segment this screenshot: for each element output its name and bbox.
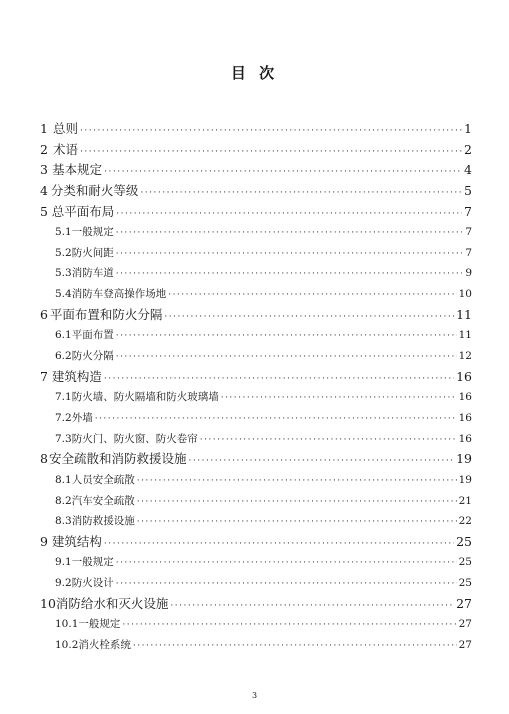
toc-entry-number: 2 bbox=[40, 141, 48, 157]
toc-entry-page: 25 bbox=[456, 533, 472, 549]
toc-entry-title: 防火墙、防火隔墙和防火玻璃墙 bbox=[71, 391, 219, 404]
toc-entry-number: 5.2 bbox=[55, 246, 72, 259]
toc-entry-number: 5.1 bbox=[55, 226, 72, 239]
toc-entry-page: 11 bbox=[456, 306, 472, 322]
toc-entry-number: 1 bbox=[40, 121, 48, 136]
toc-entry-number: 6.2 bbox=[55, 350, 72, 363]
toc-entry-page: 22 bbox=[458, 515, 472, 528]
toc-entry-title: 一般规定 bbox=[71, 556, 114, 569]
dot-leader bbox=[170, 596, 454, 617]
toc-entry[interactable] bbox=[40, 532, 472, 553]
toc-subentry[interactable] bbox=[40, 222, 472, 243]
dot-leader bbox=[116, 264, 462, 285]
dot-leader bbox=[80, 121, 462, 142]
toc-entry-number: 7 bbox=[40, 368, 48, 384]
toc-entry-number: 5.3 bbox=[55, 267, 72, 280]
toc-entry-page: 7 bbox=[465, 226, 472, 239]
dot-leader bbox=[133, 636, 457, 657]
toc-entry-title: 总则 bbox=[52, 121, 78, 136]
toc-subentry[interactable] bbox=[40, 408, 472, 429]
toc-entry-page: 27 bbox=[458, 618, 472, 631]
toc-entry-number: 4 bbox=[40, 182, 48, 198]
toc-entry-title: 消防救援设施 bbox=[71, 515, 135, 528]
table-of-contents bbox=[40, 119, 472, 656]
toc-entry-page: 5 bbox=[464, 182, 472, 198]
dot-leader bbox=[104, 162, 462, 183]
dot-leader bbox=[137, 471, 457, 492]
toc-entry-number: 8.1 bbox=[55, 473, 72, 486]
toc-title: 目 次 bbox=[230, 64, 279, 82]
toc-entry-page: 21 bbox=[458, 494, 472, 507]
toc-entry-title: 防火设计 bbox=[71, 577, 114, 590]
toc-entry-title: 术语 bbox=[52, 141, 78, 157]
toc-entry-title: 人员安全疏散 bbox=[71, 473, 135, 486]
toc-entry-page: 4 bbox=[464, 162, 472, 178]
toc-entry-title: 消防车道 bbox=[71, 267, 114, 280]
dot-leader bbox=[104, 534, 454, 555]
dot-leader bbox=[116, 223, 462, 244]
toc-entry-page: 25 bbox=[458, 556, 472, 569]
toc-entry-page: 27 bbox=[458, 639, 472, 652]
toc-entry-page: 2 bbox=[464, 141, 472, 157]
toc-entry-number: 7.1 bbox=[55, 391, 72, 404]
toc-entry-number: 10 bbox=[40, 595, 56, 611]
toc-entry-number: 6 bbox=[40, 306, 48, 322]
toc-entry-number: 3 bbox=[40, 162, 48, 178]
toc-entry-number: 7.2 bbox=[55, 411, 72, 424]
toc-entry-title: 平面布置 bbox=[71, 329, 114, 342]
toc-entry[interactable] bbox=[40, 160, 472, 181]
dot-leader bbox=[116, 244, 462, 265]
toc-entry-page: 9 bbox=[465, 267, 472, 280]
toc-entry-page: 7 bbox=[464, 203, 472, 219]
toc-entry-number: 7.3 bbox=[55, 432, 72, 445]
toc-entry-title: 建筑结构 bbox=[51, 533, 102, 549]
toc-entry-number: 8.3 bbox=[55, 515, 72, 528]
dot-leader bbox=[140, 183, 462, 204]
toc-subentry[interactable] bbox=[40, 263, 472, 284]
toc-entry[interactable] bbox=[40, 367, 472, 388]
dot-leader bbox=[116, 347, 457, 368]
toc-subentry[interactable] bbox=[40, 470, 472, 491]
toc-entry-title: 安全疏散和消防救援设施 bbox=[49, 451, 187, 467]
dot-leader bbox=[189, 451, 455, 472]
toc-subentry[interactable] bbox=[40, 387, 472, 408]
toc-entry[interactable] bbox=[40, 449, 472, 470]
toc-entry-page: 27 bbox=[456, 595, 472, 611]
toc-entry-title: 建筑构造 bbox=[51, 368, 102, 384]
toc-entry-page: 12 bbox=[458, 350, 472, 363]
toc-entry-title: 分类和耐火等级 bbox=[50, 182, 139, 198]
toc-entry[interactable] bbox=[40, 594, 472, 615]
toc-entry-number: 8.2 bbox=[55, 494, 72, 507]
toc-entry[interactable] bbox=[40, 119, 472, 140]
toc-entry-page: 16 bbox=[458, 432, 472, 445]
dot-leader bbox=[164, 307, 454, 328]
dot-leader bbox=[116, 553, 457, 574]
dot-leader bbox=[137, 512, 457, 533]
toc-entry-page: 16 bbox=[458, 391, 472, 404]
toc-entry-title: 防火间距 bbox=[71, 246, 114, 259]
dot-leader bbox=[116, 574, 457, 595]
toc-subentry[interactable] bbox=[40, 491, 472, 512]
dot-leader bbox=[80, 142, 462, 163]
dot-leader bbox=[221, 388, 457, 409]
toc-entry-title: 一般规定 bbox=[78, 618, 121, 631]
toc-entry-number: 8 bbox=[40, 451, 48, 467]
toc-entry[interactable] bbox=[40, 202, 472, 223]
toc-entry-title: 总平面布局 bbox=[51, 203, 115, 219]
toc-entry-title: 防火门、防火窗、防火卷帘 bbox=[71, 432, 198, 445]
toc-entry[interactable] bbox=[40, 305, 472, 326]
toc-subentry[interactable] bbox=[40, 552, 472, 573]
toc-subentry[interactable] bbox=[40, 325, 472, 346]
toc-subentry[interactable] bbox=[40, 573, 472, 594]
toc-entry-page: 25 bbox=[458, 577, 472, 590]
toc-entry-number: 10.1 bbox=[55, 618, 79, 631]
toc-entry-page: 11 bbox=[458, 329, 472, 342]
toc-entry-number: 9 bbox=[40, 533, 48, 549]
toc-entry-title: 外墙 bbox=[71, 411, 93, 424]
toc-entry-title: 汽车安全疏散 bbox=[71, 494, 135, 507]
toc-entry-page: 7 bbox=[465, 246, 472, 259]
toc-entry-title: 一般规定 bbox=[71, 226, 114, 239]
toc-entry-page: 16 bbox=[458, 411, 472, 424]
toc-entry-number: 10.2 bbox=[55, 639, 79, 652]
dot-leader bbox=[104, 369, 454, 390]
toc-subentry[interactable] bbox=[40, 346, 472, 367]
toc-entry-page: 16 bbox=[456, 368, 472, 384]
toc-subentry[interactable] bbox=[40, 243, 472, 264]
dot-leader bbox=[168, 285, 456, 306]
toc-subentry[interactable] bbox=[40, 635, 472, 656]
toc-entry-title: 基本规定 bbox=[52, 162, 103, 178]
toc-entry-number: 5.4 bbox=[55, 288, 72, 301]
page-number: 3 bbox=[251, 691, 258, 700]
dot-leader bbox=[95, 409, 457, 430]
toc-entry-title: 消防给水和灭火设施 bbox=[55, 595, 169, 611]
toc-subentry[interactable] bbox=[40, 614, 472, 635]
toc-entry-number: 9.2 bbox=[55, 577, 72, 590]
toc-entry-title: 防火分隔 bbox=[71, 350, 114, 363]
dot-leader bbox=[116, 326, 457, 347]
dot-leader bbox=[122, 615, 456, 636]
toc-entry-title: 消火栓系统 bbox=[78, 639, 131, 652]
toc-entry-page: 1 bbox=[464, 121, 472, 136]
toc-entry-title: 消防车登高操作场地 bbox=[71, 288, 167, 301]
toc-entry-number: 5 bbox=[40, 203, 48, 219]
toc-subentry[interactable] bbox=[40, 284, 472, 305]
dot-leader bbox=[200, 430, 457, 451]
dot-leader bbox=[116, 204, 462, 225]
dot-leader bbox=[137, 492, 457, 513]
toc-subentry[interactable] bbox=[40, 429, 472, 450]
toc-entry-number: 6.1 bbox=[55, 329, 72, 342]
toc-entry-title: 平面布置和防火分隔 bbox=[49, 306, 163, 322]
toc-entry[interactable] bbox=[40, 181, 472, 202]
toc-entry-page: 19 bbox=[458, 473, 472, 486]
toc-entry-page: 19 bbox=[456, 451, 472, 467]
toc-entry[interactable] bbox=[40, 140, 472, 161]
toc-entry-page: 10 bbox=[458, 288, 472, 301]
toc-subentry[interactable] bbox=[40, 511, 472, 532]
toc-entry-number: 9.1 bbox=[55, 556, 72, 569]
